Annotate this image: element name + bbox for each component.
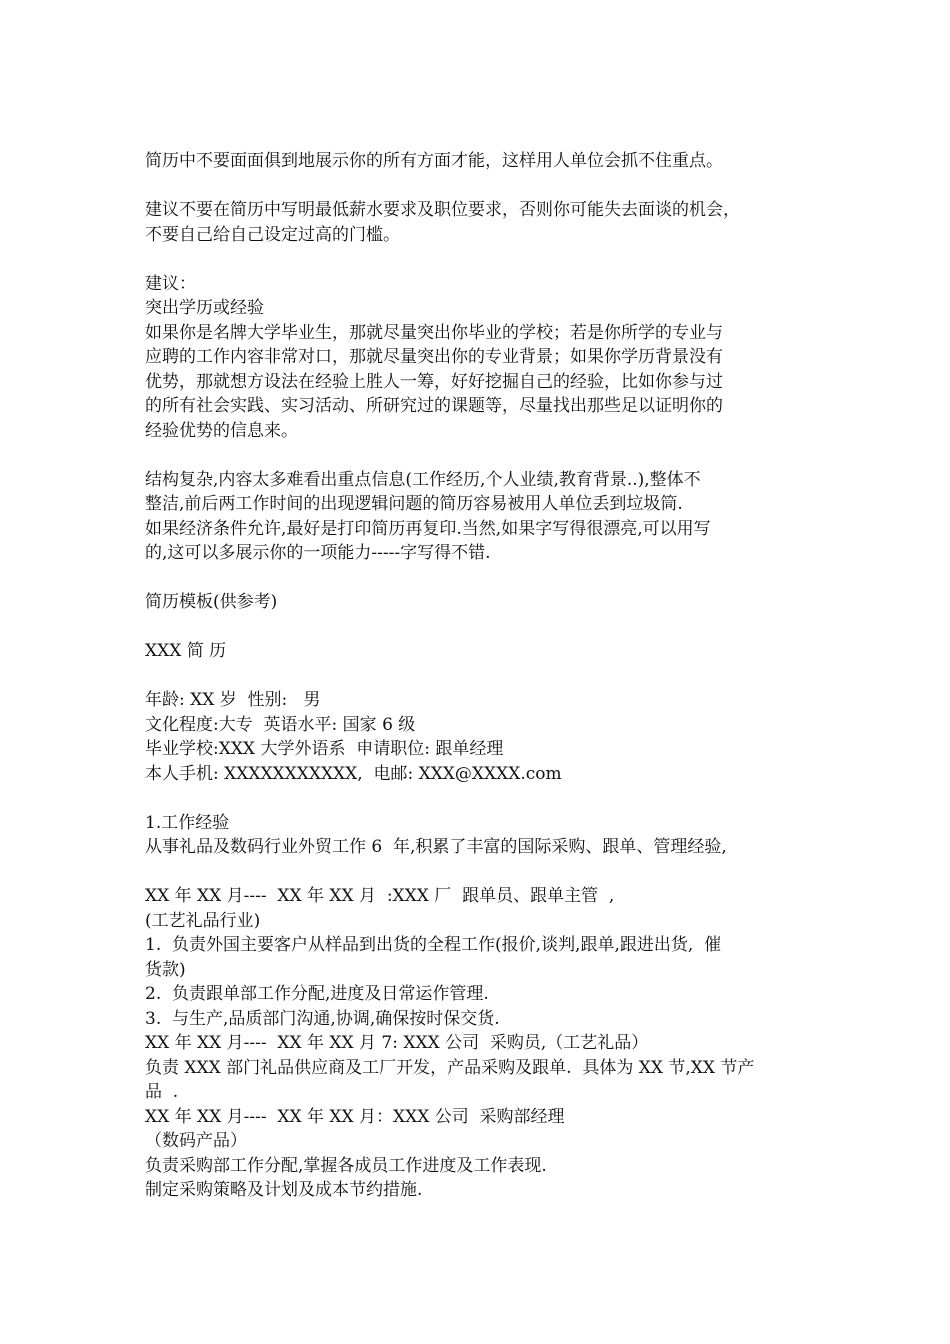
text-line: 1. 负责外国主要客户从样品到出货的全程工作(报价,谈判,跟单,跟进出货, 催 <box>145 935 722 955</box>
text-line: XX 年 XX 月---- XX 年 XX 月 7: XXX 公司 采购员,（工艺礼品） <box>145 1033 649 1053</box>
text-line: 简历中不要面面俱到地展示你的所有方面才能，这样用人单位会抓不住重点。 <box>145 151 723 171</box>
text-line: 制定采购策略及计划及成本节约措施. <box>145 1180 423 1200</box>
text-line: 负责采购部工作分配,掌握各成员工作进度及工作表现. <box>145 1155 547 1176</box>
text-line: XX 年 XX 月---- XX 年 XX 月：XXX 公司 采购部经理 <box>145 1106 565 1127</box>
text-line: 的所有社会实践、实习活动、所研究过的课题等，尽量找出那些足以证明你的 <box>145 396 723 416</box>
text-line: 的,这可以多展示你的一项能力-----字写得不错. <box>145 543 491 563</box>
text-line: 如果经济条件允许,最好是打印简历再复印.当然,如果字写得很漂亮,可以用写 <box>145 518 711 539</box>
text-line: 结构复杂,内容太多难看出重点信息(工作经历,个人业绩,教育背景..),整体不 <box>145 469 701 490</box>
blank-line <box>145 615 810 640</box>
text-line: 货款) <box>145 959 186 980</box>
blank-line <box>145 566 810 591</box>
text-line: 2. 负责跟单部工作分配,进度及日常运作管理. <box>145 984 489 1004</box>
text-line: XX 年 XX 月---- XX 年 XX 月 :XXX 厂 跟单员、跟单主管 , <box>145 886 615 906</box>
text-line: 品 . <box>145 1082 179 1102</box>
document-body <box>145 149 810 1203</box>
text-line: 建议不要在简历中写明最低薪水要求及职位要求，否则你可能失去面谈的机会， <box>145 200 740 220</box>
text-line: 本人手机: XXXXXXXXXXX, 电邮: XXX@XXXX.com <box>145 763 562 784</box>
blank-line <box>145 247 810 272</box>
text-line: 从事礼品及数码行业外贸工作 6 年,积累了丰富的国际采购、跟单、管理经验, <box>145 837 727 857</box>
text-line: 优势，那就想方设法在经验上胜人一筹，好好挖掘自己的经验，比如你参与过 <box>145 371 723 392</box>
text-line: 突出学历或经验 <box>145 298 264 318</box>
text-line: 应聘的工作内容非常对口，那就尽量突出你的专业背景；如果你学历背景没有 <box>145 347 723 367</box>
text-line: 年龄: XX 岁 性别: 男 <box>145 690 321 710</box>
text-line: 不要自己给自己设定过高的门槛。 <box>145 224 400 245</box>
blank-line <box>145 786 810 811</box>
text-line: （数码产品） <box>145 1131 247 1151</box>
blank-line <box>145 174 810 199</box>
resume-title: XXX 简 历 <box>145 641 227 661</box>
text-line: 如果你是名牌大学毕业生，那就尽量突出你毕业的学校；若是你所学的专业与 <box>145 322 723 343</box>
text-line: 毕业学校:XXX 大学外语系 申请职位: 跟单经理 <box>145 739 504 759</box>
text-line: 整洁,前后两工作时间的出现逻辑问题的简历容易被用人单位丢到垃圾筒. <box>145 494 683 514</box>
text-line: (工艺礼品行业) <box>145 910 261 931</box>
blank-line <box>145 860 810 885</box>
text-line: 经验优势的信息来。 <box>145 420 298 441</box>
text-line: 建议： <box>145 273 196 294</box>
blank-line <box>145 443 810 468</box>
blank-line <box>145 664 810 689</box>
text-line: 负责 XXX 部门礼品供应商及工厂开发，产品采购及跟单. 具体为 XX 节,XX 节产 <box>145 1057 755 1078</box>
text-line: 3. 与生产,品质部门沟通,协调,确保按时保交货. <box>145 1008 500 1029</box>
section-heading: 1.工作经验 <box>145 812 230 833</box>
text-line: 文化程度:大专 英语水平: 国家 6 级 <box>145 714 416 735</box>
section-heading: 简历模板(供参考) <box>145 592 278 612</box>
